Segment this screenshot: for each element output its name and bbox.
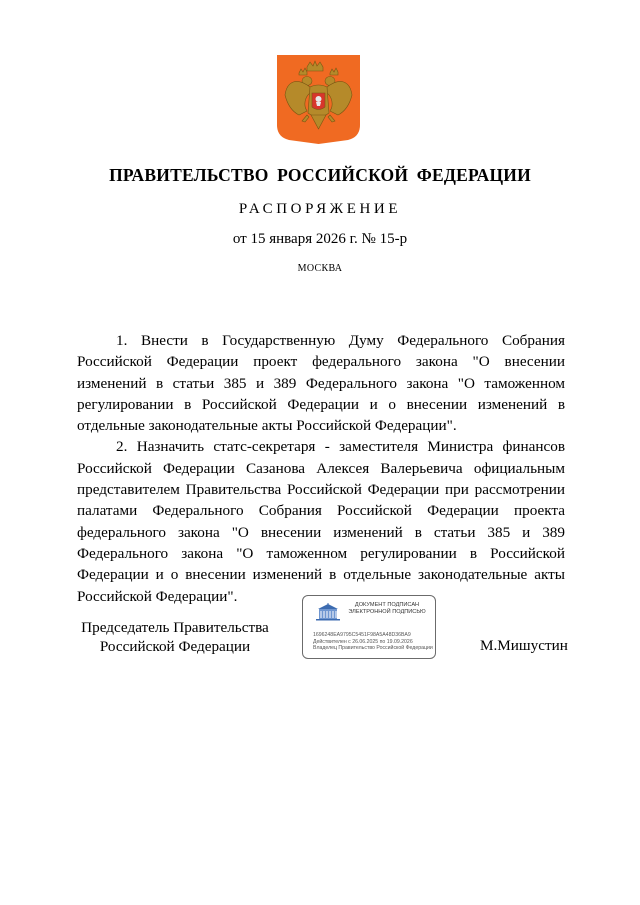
government-title: ПРАВИТЕЛЬСТВО РОССИЙСКОЙ ФЕДЕРАЦИИ — [109, 165, 531, 185]
document-date-number: от 15 января 2026 г. № 15-р — [232, 231, 408, 247]
stamp-heading — [345, 602, 429, 616]
signer-name: М.Мишустин — [480, 637, 568, 654]
document-body — [77, 330, 565, 607]
stamp-validity: Действителен с 26.06.2025 по 19.09.2026 — [313, 639, 413, 645]
stamp-certificate: 1696248EA9795C5451F98A5A48D36BA9 — [313, 632, 411, 638]
stamp-owner: Владелец Правительство Российской Федерации — [313, 645, 433, 651]
signer-position — [70, 619, 280, 656]
government-building-icon — [313, 603, 343, 621]
electronic-signature-stamp — [302, 595, 436, 659]
signer-position-line-1: Председатель Правительства — [81, 619, 269, 636]
paragraph-1: 1. Внести в Государственную Думу Федерального Собрания Российской Федерации проект федерального закона "О внесении изменений в статьи 385 и 389 Федерального закона "О таможенном регулировании в Российской Федерации и о внесении изменений в отдельные законодательные акты Российской Федерации". — [77, 332, 565, 435]
signer-position-line-2: Российской Федерации — [99, 637, 251, 655]
paragraph-2: 2. Назначить статс-секретаря - заместителя Министра финансов Российской Федерации Сазанова Алексея Валерьевича официальным представителем Правительства Российской Федерации при рассмотрении палатами Федерального Собрания Российской Федерации проекта федерального закона "О внесении изменений в статьи 385 и 389 Федерального закона "О таможенном регулировании в Российской Федерации и о внесении изменений в отдельные законодательные акты Российской Федерации". — [77, 438, 565, 605]
document-city: МОСКВА — [297, 263, 343, 274]
document-type: РАСПОРЯЖЕНИЕ — [238, 201, 402, 217]
stamp-heading-line-1: ДОКУМЕНТ ПОДПИСАН — [354, 602, 420, 608]
coat-of-arms-icon — [277, 55, 360, 144]
stamp-heading-line-2: ЭЛЕКТРОННОЙ ПОДПИСЬЮ — [348, 609, 426, 615]
